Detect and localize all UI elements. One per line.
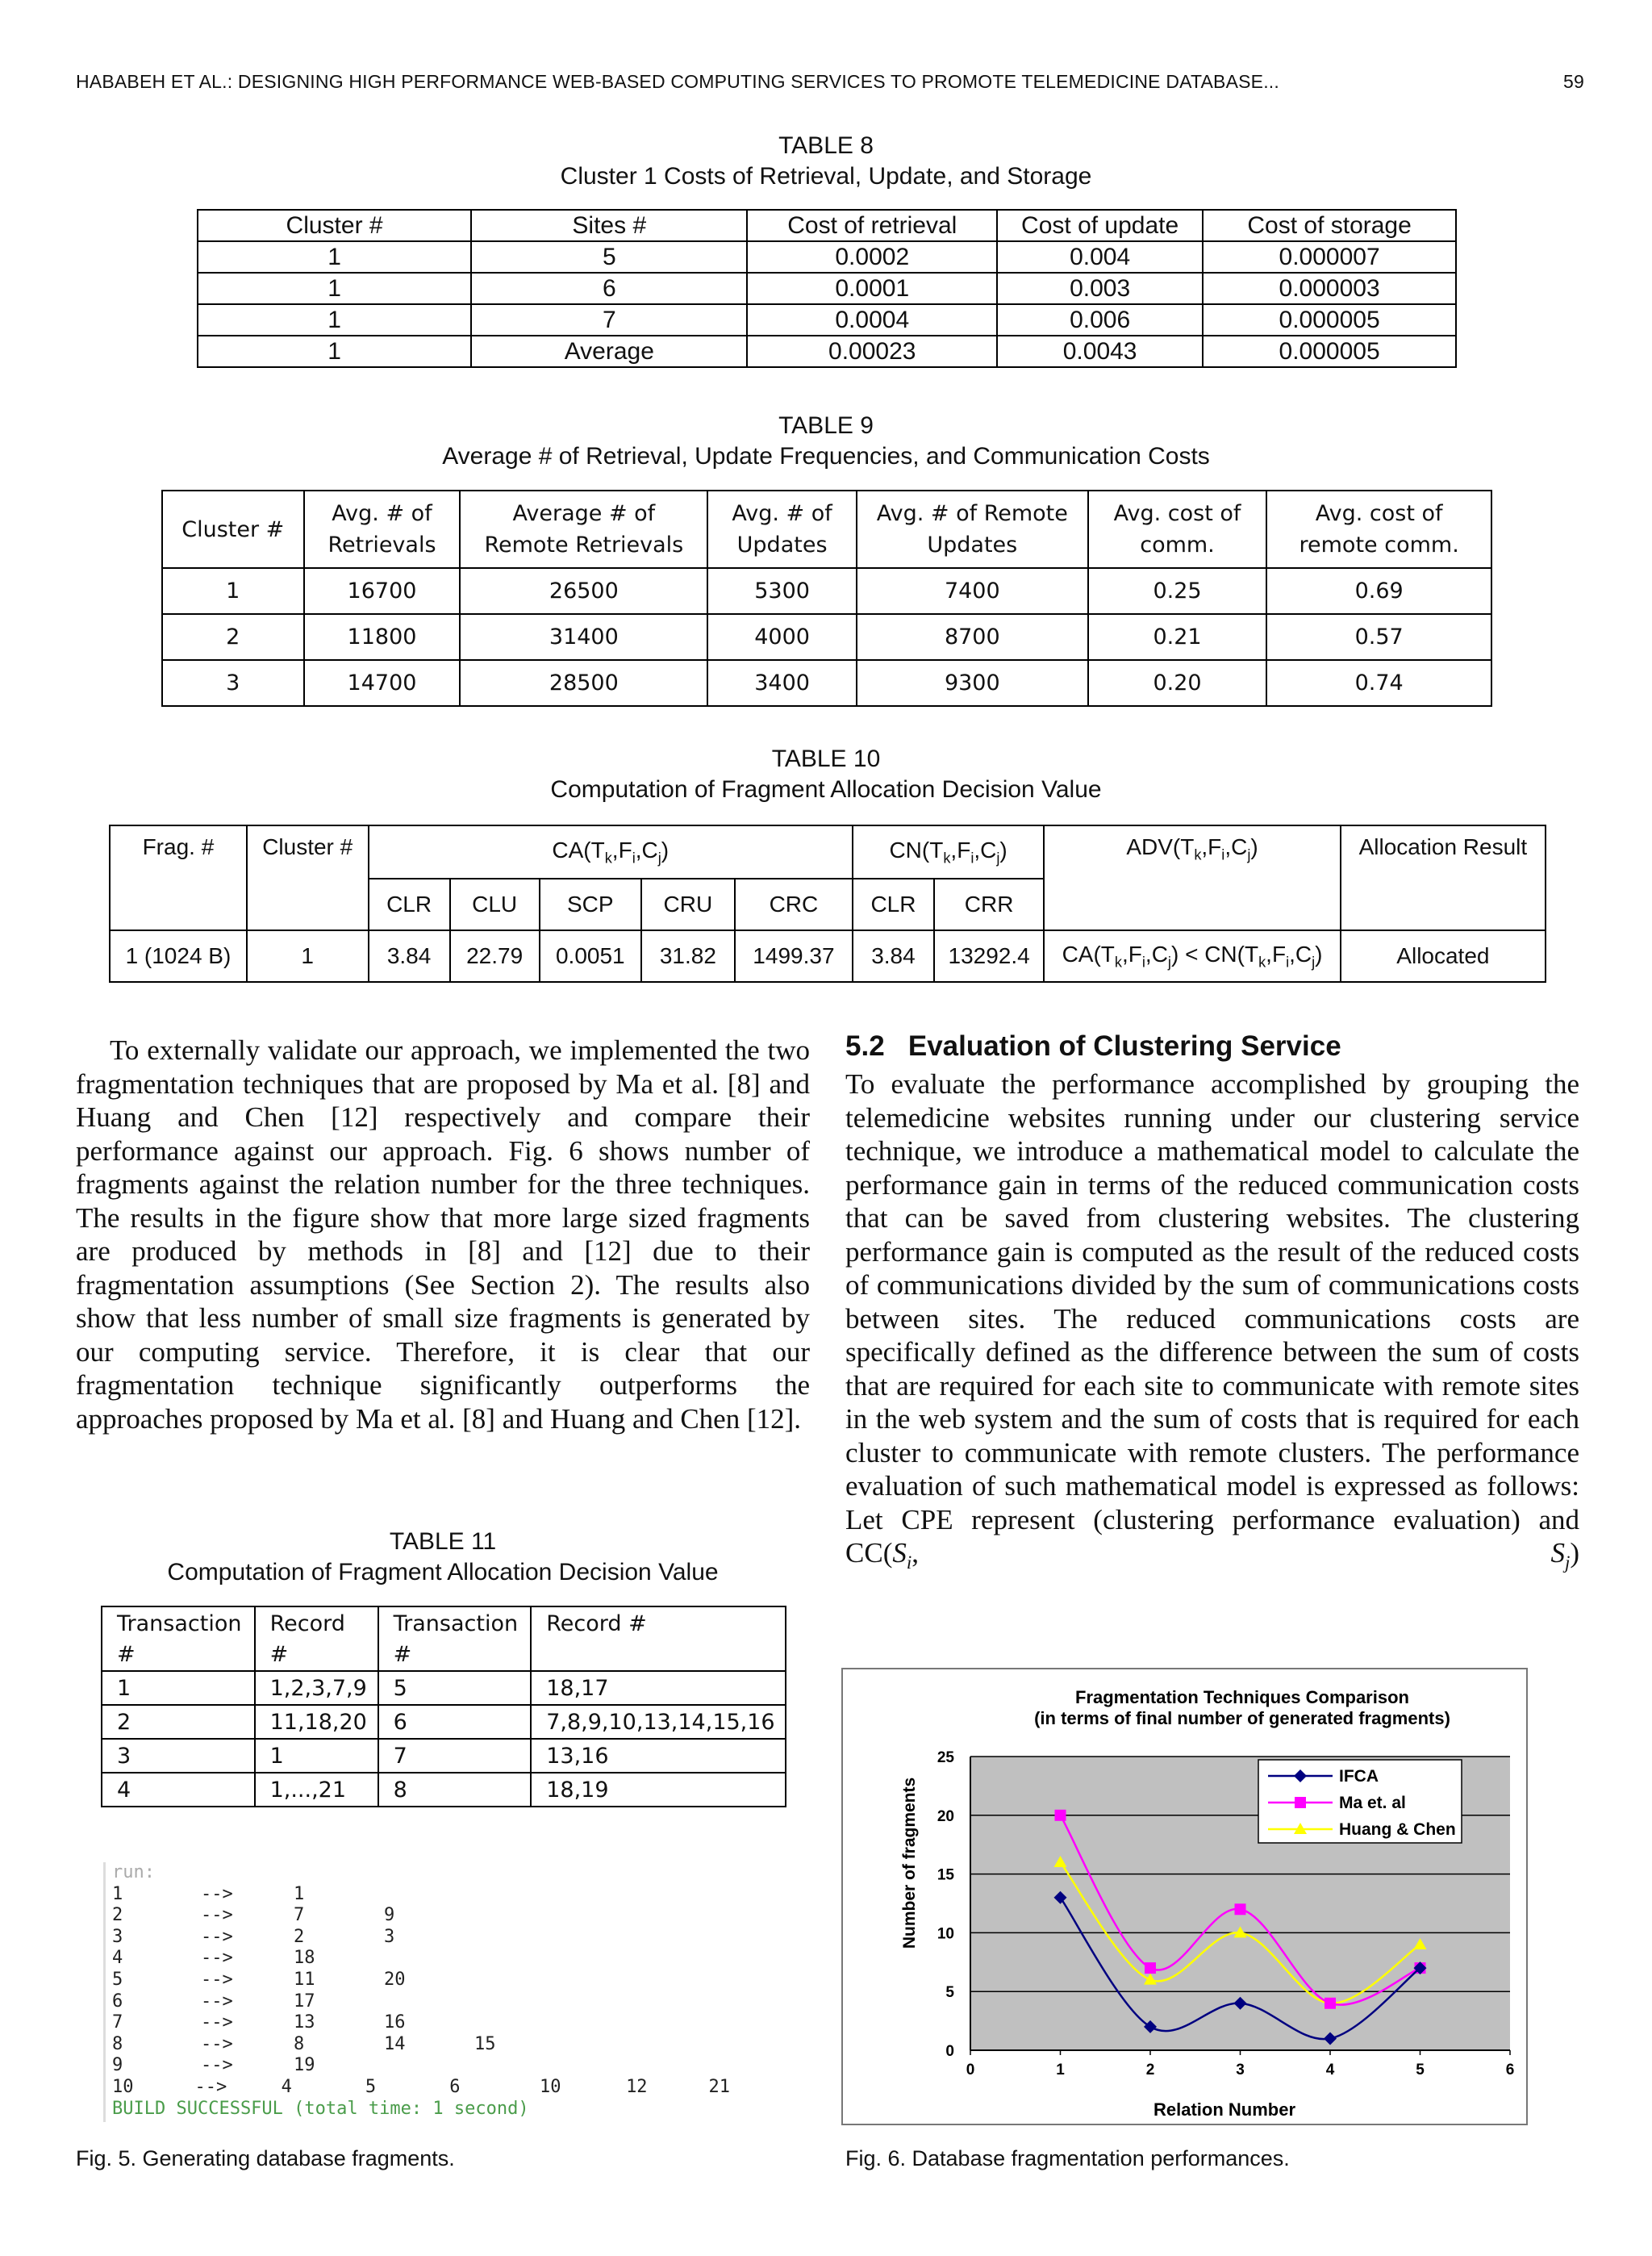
- t8-cell: 0.0001: [747, 273, 997, 304]
- table9-caption: [0, 411, 1652, 472]
- x-tick-label: 2: [1145, 2062, 1155, 2078]
- console-value: 19: [294, 2055, 315, 2076]
- section-number: 5.2: [845, 1030, 885, 1062]
- legend-label: IFCA: [1339, 1767, 1379, 1786]
- t8-cell: 0.0043: [997, 336, 1203, 367]
- t9-cell: 28500: [460, 660, 707, 706]
- table8: [197, 209, 1457, 368]
- t9-cell: 2: [162, 614, 304, 660]
- t10-frag-header: Frag. #: [110, 825, 247, 930]
- t8-cell: 0.0002: [747, 241, 997, 273]
- t11-cell: 5: [378, 1671, 532, 1705]
- left-paragraph: To externally validate our approach, we implemented the two fragmentation techniques that are proposed by Ma et al. [8] and Huang and Chen [12] respectively and compare their performance against our approach. Fig. 6 shows number of fragments against the relation number for the three techniques. The results in the figure show that more large sized fragments are produced by methods in [8] and [12] due to their fragmentation assumptions (See Section 2). The results also show that less number of small size fragments is generated by our computing service. Therefore, it is clear that our fragmentation technique significantly outperforms the approaches proposed by Ma et al. [8] and Huang and Chen [12].: [76, 1034, 810, 1435]
- t9-cell: 0.25: [1088, 568, 1267, 614]
- section-heading: [845, 1030, 1341, 1063]
- t8-header-cell: Cost of update: [997, 210, 1203, 241]
- t9-header-cell: [1266, 491, 1491, 568]
- y-tick-label: 20: [937, 1807, 954, 1825]
- t9-header-line: remote comm.: [1299, 533, 1459, 558]
- running-title: HABABEH ET AL.: DESIGNING HIGH PERFORMANCE WEB-BASED COMPUTING SERVICES TO PROMOTE TELEMEDICINE DATABASE...: [76, 71, 1279, 92]
- console-line-number: 9: [112, 2055, 123, 2076]
- console-line-number: 5: [112, 1969, 123, 1990]
- t9-row: [162, 568, 1491, 614]
- console-value: 16: [384, 2012, 406, 2033]
- t8-row: [198, 241, 1456, 273]
- t9-header-line: Avg. cost of: [1113, 501, 1241, 526]
- t8-header-cell: Cluster #: [198, 210, 471, 241]
- t9-header-cell: [1088, 491, 1267, 568]
- x-tick-label: 1: [1056, 2062, 1065, 2078]
- t8-cell: 0.006: [997, 304, 1203, 336]
- console-value: 4: [281, 2076, 292, 2097]
- t9-header-line: Remote Retrievals: [484, 533, 684, 558]
- console-line: [106, 1970, 791, 1991]
- t10-adv-value: $CA(T_k,F_i,C_j) < CN(T_k,F_i,C_j)$: [1044, 930, 1341, 982]
- console-arrow: -->: [201, 2055, 233, 2076]
- t11-cell: 8: [378, 1773, 532, 1807]
- t8-header-cell: Sites #: [471, 210, 747, 241]
- t9-header-line: comm.: [1140, 533, 1215, 558]
- console-line: [106, 1927, 791, 1949]
- data-point: [1325, 1998, 1336, 2009]
- console-value: 7: [294, 1905, 305, 1926]
- t10-frag-value: 1 (1024 B): [110, 930, 247, 982]
- t10-subheader-cell: CLR: [369, 879, 450, 930]
- t9-header-line: Updates: [736, 533, 828, 558]
- t9-cell: 3: [162, 660, 304, 706]
- t8-cell: 0.000007: [1203, 241, 1456, 273]
- t8-cell: 7: [471, 304, 747, 336]
- console-value: 3: [384, 1926, 395, 1947]
- t11-row: [102, 1671, 786, 1705]
- table8-label: TABLE 8: [778, 132, 874, 159]
- t11-cell: 7,8,9,10,13,14,15,16: [531, 1705, 786, 1739]
- t10-ca-header: $CA(T_k,F_i,C_j)$: [369, 825, 853, 879]
- t8-header-cell: Cost of retrieval: [747, 210, 997, 241]
- t9-header-cell: [162, 491, 304, 568]
- t9-cell: 14700: [304, 660, 461, 706]
- console-value: 18: [294, 1948, 315, 1969]
- table11-caption: [76, 1527, 810, 1588]
- t10-cluster-header: Cluster #: [247, 825, 369, 930]
- console-arrow: -->: [201, 2012, 233, 2033]
- table9: [161, 490, 1492, 707]
- t8-cell: 0.000003: [1203, 273, 1456, 304]
- console-line-number: 10: [112, 2076, 134, 2097]
- fig5-caption: Fig. 5. Generating database fragments.: [76, 2146, 455, 2170]
- console-value: 14: [384, 2033, 406, 2054]
- x-tick-label: 3: [1236, 2062, 1245, 2078]
- t11-cell: 11,18,20: [255, 1705, 378, 1739]
- t11-row: [102, 1705, 786, 1739]
- page-number: 59: [1563, 71, 1584, 92]
- t8-row: [198, 273, 1456, 304]
- t9-cell: 31400: [460, 614, 707, 660]
- t10-adv-header: $ADV(T_k,F_i,C_j)$: [1044, 825, 1341, 930]
- console-arrow: -->: [201, 1991, 233, 2012]
- table10-title: Computation of Fragment Allocation Decision Value: [550, 776, 1102, 803]
- table10-caption: [0, 744, 1652, 805]
- t11-header-line: Transaction: [117, 1611, 242, 1636]
- t9-cell: 16700: [304, 568, 461, 614]
- console-value: 20: [384, 1969, 406, 1990]
- chart-subtitle: (in terms of final number of generated fragments): [1034, 1708, 1450, 1728]
- legend-label: Huang & Chen: [1339, 1820, 1456, 1839]
- t11-header-cell: [102, 1606, 255, 1671]
- section-title: Evaluation of Clustering Service: [907, 1030, 1341, 1062]
- console-line: [106, 2034, 791, 2056]
- t9-cell: 5300: [707, 568, 857, 614]
- console-line-number: 7: [112, 2012, 123, 2033]
- t9-cell: 0.20: [1088, 660, 1267, 706]
- table11: [101, 1606, 786, 1807]
- t10-subheader-cell: CLR: [853, 879, 934, 930]
- table9-label: TABLE 9: [778, 412, 874, 439]
- t9-cell: 9300: [857, 660, 1088, 706]
- t10-value-cell: 3.84: [369, 930, 450, 982]
- t11-cell: 6: [378, 1705, 532, 1739]
- t11-cell: 4: [102, 1773, 255, 1807]
- console-build-status: BUILD SUCCESSFUL (total time: 1 second): [112, 2098, 529, 2119]
- data-point: [1145, 1962, 1156, 1974]
- console-line: [106, 2077, 791, 2099]
- console-arrow: -->: [201, 2033, 233, 2054]
- t11-header-line: Record: [269, 1611, 345, 1636]
- t10-value-cell: 1499.37: [735, 930, 853, 982]
- table10: [109, 825, 1546, 983]
- t9-cell: 0.69: [1266, 568, 1491, 614]
- console-value: 10: [539, 2076, 561, 2097]
- t9-header-line: Avg. # of: [332, 501, 432, 526]
- t11-header-line: Transaction: [393, 1611, 519, 1636]
- table8-title: Cluster 1 Costs of Retrieval, Update, and Storage: [560, 163, 1092, 190]
- fig6-chart-frame: [841, 1668, 1528, 2125]
- t11-header-line: #: [393, 1642, 412, 1667]
- console-line: [106, 1991, 791, 2013]
- t8-cell: 1: [198, 273, 471, 304]
- t11-header-cell: [531, 1606, 786, 1671]
- console-arrow: -->: [201, 1883, 233, 1904]
- console-line-number: 1: [112, 1883, 123, 1904]
- t10-value-cell: 3.84: [853, 930, 934, 982]
- console-line-number: 4: [112, 1948, 123, 1969]
- t11-header-cell: [378, 1606, 532, 1671]
- console-line-number: 6: [112, 1991, 123, 2012]
- console-value: 17: [294, 1991, 315, 2012]
- t11-cell: 13,16: [531, 1739, 786, 1773]
- table10-label: TABLE 10: [771, 746, 881, 772]
- t9-header-line: Avg. # of: [732, 501, 832, 526]
- t11-cell: 1: [255, 1739, 378, 1773]
- t11-header-line: #: [117, 1642, 136, 1667]
- t10-result-value: Allocated: [1341, 930, 1546, 982]
- table9-title: Average # of Retrieval, Update Frequencies, and Communication Costs: [442, 443, 1210, 470]
- console-line: [106, 1905, 791, 1927]
- console-arrow: -->: [201, 1969, 233, 1990]
- t10-subheader-cell: SCP: [540, 879, 641, 930]
- console-value: 11: [294, 1969, 315, 1990]
- t11-cell: 2: [102, 1705, 255, 1739]
- t9-cell: 0.74: [1266, 660, 1491, 706]
- t11-header-line: Record #: [546, 1611, 647, 1636]
- t8-cell: 0.000005: [1203, 304, 1456, 336]
- t8-cell: 0.0004: [747, 304, 997, 336]
- t8-row: [198, 304, 1456, 336]
- t8-row: [198, 336, 1456, 367]
- console-line: [106, 2012, 791, 2034]
- chart-ylabel: Number of fragments: [900, 1777, 919, 1949]
- t11-row: [102, 1773, 786, 1807]
- console-value: 8: [294, 2033, 305, 2054]
- running-header: [76, 71, 1584, 93]
- console-line: [106, 1948, 791, 1970]
- t8-cell: 0.004: [997, 241, 1203, 273]
- t9-header-line: Avg. cost of: [1315, 501, 1443, 526]
- t11-cell: 3: [102, 1739, 255, 1773]
- console-value: 15: [474, 2033, 496, 2054]
- data-point: [1235, 1903, 1246, 1915]
- console-value: 13: [294, 2012, 315, 2033]
- t10-subheader-cell: CLU: [450, 879, 540, 930]
- t8-cell: 1: [198, 304, 471, 336]
- t9-row: [162, 660, 1491, 706]
- console-arrow: -->: [201, 1905, 233, 1926]
- t9-cell: 0.21: [1088, 614, 1267, 660]
- section-paragraph: To evaluate the performance accomplished by grouping the telemedicine websites running under our clustering service technique, we introduce a mathematical model to calculate the performance gain in terms of the reduced communication costs that can be saved from clustering websites. The clustering performance gain is computed as the result of the reduced costs of communications divided by the sum of communications costs between sites. The reduced communications costs are specifically defined as the difference between the sum of costs that are required for each site to communicate with remote sites in the web system and the sum of costs that is required for each cluster to communicate with remote clusters. The performance evaluation of such mathematical model is expressed as follows: Let CPE represent (clustering performance evaluation) and $CC(S_i$, $S_j$): [845, 1068, 1579, 1573]
- console-line: [106, 2055, 791, 2077]
- t10-value-cell: 31.82: [641, 930, 735, 982]
- fragmentation-chart: [843, 1669, 1526, 2124]
- console-line: [106, 1884, 791, 1906]
- chart-xlabel: Relation Number: [1153, 2099, 1296, 2120]
- console-run-label: run:: [112, 1862, 155, 1882]
- t9-cell: 8700: [857, 614, 1088, 660]
- t9-row: [162, 614, 1491, 660]
- t11-cell: 7: [378, 1739, 532, 1773]
- y-tick-label: 5: [945, 1984, 954, 2002]
- legend-swatch-marker: [1295, 1797, 1306, 1808]
- t11-cell: 1: [102, 1671, 255, 1705]
- t10-cluster-value: 1: [247, 930, 369, 982]
- y-tick-label: 15: [937, 1866, 954, 1884]
- t9-header-line: Average # of: [512, 501, 656, 526]
- t9-cell: 3400: [707, 660, 857, 706]
- t9-cell: 11800: [304, 614, 461, 660]
- table11-title: Computation of Fragment Allocation Decision Value: [167, 1559, 719, 1585]
- t8-cell: Average: [471, 336, 747, 367]
- console-arrow: -->: [201, 1926, 233, 1947]
- console-line-number: 3: [112, 1926, 123, 1947]
- x-tick-label: 0: [966, 2062, 975, 2078]
- legend-label: Ma et. al: [1339, 1794, 1406, 1812]
- t9-cell: 7400: [857, 568, 1088, 614]
- t11-cell: 18,17: [531, 1671, 786, 1705]
- t9-header-cell: [857, 491, 1088, 568]
- t8-cell: 0.003: [997, 273, 1203, 304]
- t8-header-row: [198, 210, 1456, 241]
- t11-header-row: [102, 1606, 786, 1671]
- t9-header-line: Updates: [927, 533, 1018, 558]
- t11-cell: 18,19: [531, 1773, 786, 1807]
- console-line-number: 8: [112, 2033, 123, 2054]
- fig6-caption: Fig. 6. Database fragmentation performances.: [845, 2146, 1290, 2170]
- t8-cell: 5: [471, 241, 747, 273]
- data-point: [1055, 1810, 1066, 1821]
- x-tick-label: 5: [1416, 2062, 1425, 2078]
- t11-cell: 1,2,3,7,9: [255, 1671, 378, 1705]
- t8-cell: 1: [198, 241, 471, 273]
- t9-header-cell: [707, 491, 857, 568]
- t9-header-row: [162, 491, 1491, 568]
- console-line-number: 2: [112, 1905, 123, 1926]
- console-value: 6: [449, 2076, 461, 2097]
- console-output: [103, 1862, 791, 2122]
- console-value: 1: [294, 1883, 305, 1904]
- t10-cn-header: $CN(T_k,F_i,C_j)$: [853, 825, 1044, 879]
- y-tick-label: 10: [937, 1925, 954, 1943]
- t9-cell: 1: [162, 568, 304, 614]
- t8-header-cell: Cost of storage: [1203, 210, 1456, 241]
- x-tick-label: 6: [1505, 2062, 1515, 2078]
- console-value: 21: [708, 2076, 731, 2097]
- t10-value-cell: 0.0051: [540, 930, 641, 982]
- t9-header-line: Avg. # of Remote: [876, 501, 1068, 526]
- t10-subheader-cell: CRU: [641, 879, 735, 930]
- t10-value-cell: 22.79: [450, 930, 540, 982]
- t9-header-line: Retrievals: [327, 533, 436, 558]
- t11-cell: 1,...,21: [255, 1773, 378, 1807]
- t9-cell: 26500: [460, 568, 707, 614]
- t9-header-cell: [304, 491, 461, 568]
- y-tick-label: 0: [945, 2043, 954, 2060]
- table8-caption: [0, 131, 1652, 192]
- console-value: 2: [294, 1926, 305, 1947]
- console-value: 9: [384, 1905, 395, 1926]
- console-arrow: -->: [201, 1948, 233, 1969]
- y-tick-label: 25: [937, 1749, 954, 1766]
- table11-label: TABLE 11: [389, 1528, 497, 1555]
- console-value: 12: [626, 2076, 648, 2097]
- t8-cell: 0.00023: [747, 336, 997, 367]
- t10-subheader-cell: CRR: [934, 879, 1044, 930]
- t10-value-cell: 13292.4: [934, 930, 1044, 982]
- t11-header-cell: [255, 1606, 378, 1671]
- console-arrow: -->: [194, 2076, 227, 2097]
- t9-cell: 0.57: [1266, 614, 1491, 660]
- console-value: 5: [365, 2076, 377, 2097]
- t8-cell: 0.000005: [1203, 336, 1456, 367]
- chart-title: Fragmentation Techniques Comparison: [1075, 1687, 1409, 1707]
- t11-row: [102, 1739, 786, 1773]
- t9-header-cell: [460, 491, 707, 568]
- t10-result-header: Allocation Result: [1341, 825, 1546, 930]
- t8-cell: 6: [471, 273, 747, 304]
- t10-subheader-cell: CRC: [735, 879, 853, 930]
- t8-cell: 1: [198, 336, 471, 367]
- t11-header-line: #: [269, 1642, 289, 1667]
- t9-cell: 4000: [707, 614, 857, 660]
- x-tick-label: 4: [1325, 2062, 1335, 2078]
- t9-header-line: Cluster #: [181, 516, 285, 542]
